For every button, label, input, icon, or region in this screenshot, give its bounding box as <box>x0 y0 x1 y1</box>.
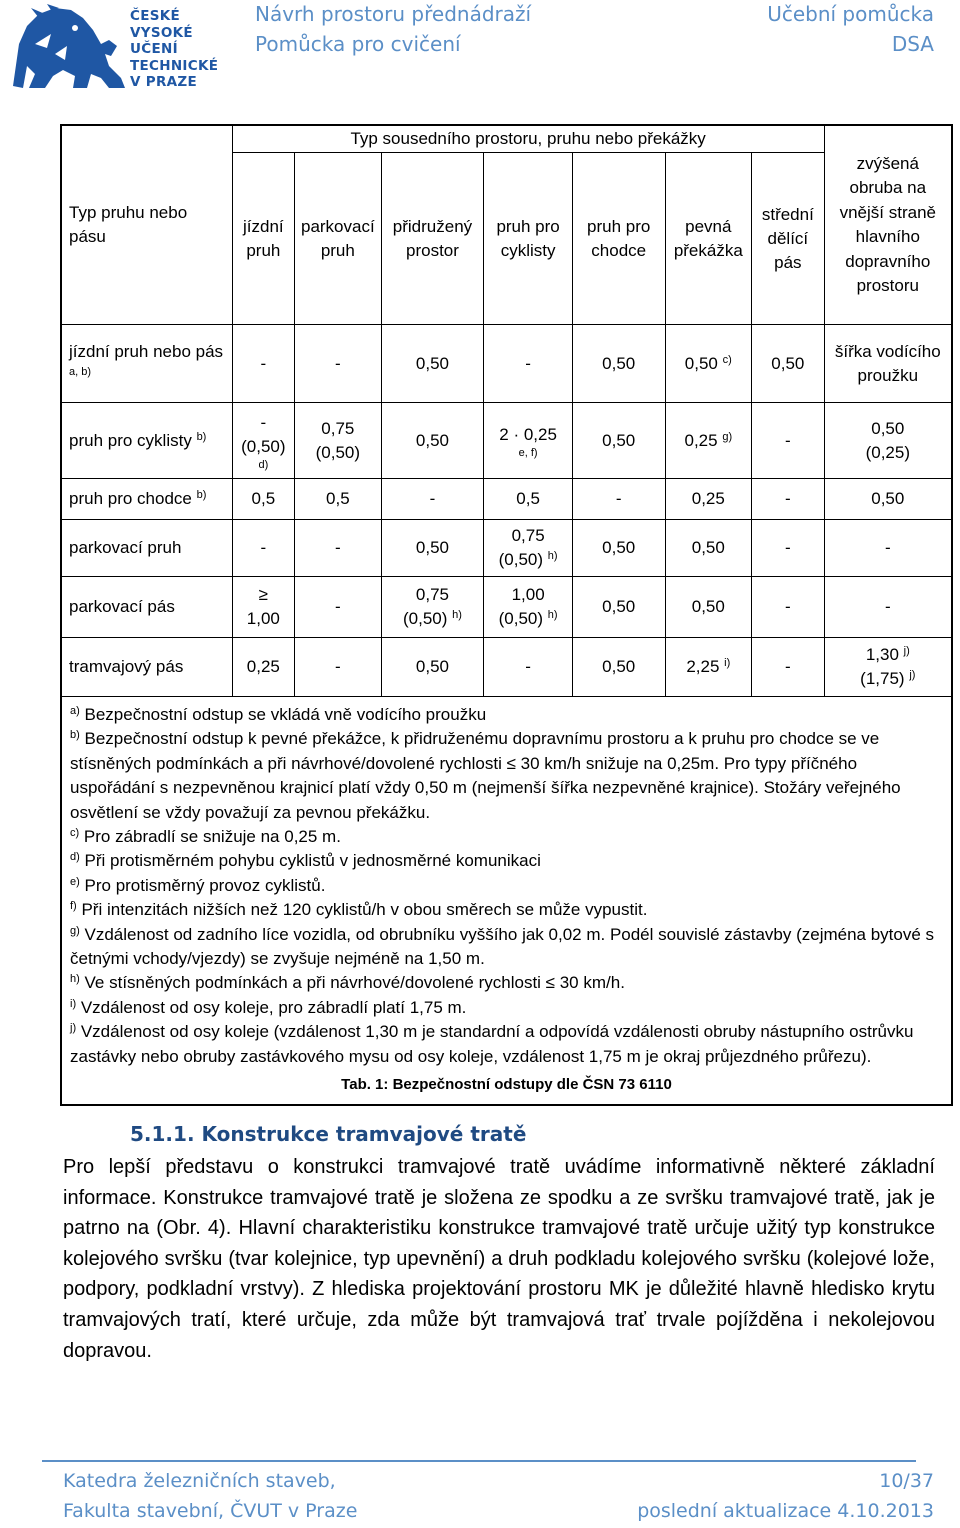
cell: 0,50 <box>572 403 665 479</box>
header-type-cell: Typ pruhu nebo pásu <box>69 203 188 246</box>
cell-value: (0,50) <box>241 436 286 456</box>
row-label: tramvajový pás <box>61 638 232 697</box>
cell <box>824 638 952 697</box>
safety-distance-table <box>60 124 953 1106</box>
cell: 0,5 <box>295 479 382 520</box>
cell: - <box>295 325 382 403</box>
footer-divider <box>42 1460 916 1462</box>
cell: 0,5 <box>484 479 573 520</box>
note-mark: e) <box>70 875 80 888</box>
cell-value: (0,50) <box>498 550 544 569</box>
cell <box>665 638 752 697</box>
cell <box>232 403 294 479</box>
table-row <box>61 403 952 479</box>
cell: - <box>484 638 573 697</box>
note-text: Vzdálenost od osy koleje (vzdálenost 1,30 m je standardní a odpovídá vzdálenosti obruby nástupního ostrůvku zastávky nebo obruby zastávkového mysu od osy koleje, vzdálenost 1,75 m je okraj průjezdného průřezu). <box>70 1022 914 1066</box>
section-paragraph: Pro lepší představu o konstrukci tramvajové tratě uvádíme informativně některé základní informace. Konstrukce tramvajové tratě je složena ze spodku a ze svršku tramvajové tratě, jak je patrno na (Obr. 4). Hlavní charakteristiku konstrukce tramvajové tratě určuje užitý typ konstrukce kolejového svršku (tvar kolejnice, typ upevnění) a druh podkladu kolejového svršku (kolejové lože, podpory, podkladní vrstvy). Z hlediska projektování prostoru MK je důležité hlavně hledisko krytu tramvajových tratí, které určuje, zda může být tramvajová trať trvale pojížděna i nekolejovou dopravou. <box>63 1156 935 1362</box>
cell: - <box>381 479 484 520</box>
cell <box>484 403 573 479</box>
cell-value: 1,30 <box>865 645 899 664</box>
cell: šířka vodícího proužku <box>824 325 952 403</box>
footnote-mark: b) <box>196 430 207 443</box>
row-label-text: pruh pro cyklisty <box>69 430 192 450</box>
footnote-mark: b) <box>196 489 207 501</box>
cell: - <box>295 638 382 697</box>
footnote-mark: g) <box>722 430 733 443</box>
cell: - <box>295 520 382 577</box>
footnote-mark: i) <box>724 657 731 669</box>
note-text: Bezpečnostní odstup k pevné překážce, k přidruženému dopravnímu prostoru a k pruhu pro chodce se ve stísněných podmínkách a při návrhové/dovolené rychlosti ≤ 30 km/h snižuje na 0,25m. Pro typy příčného uspořádání s nezpevněnou krajnicí platí vždy 0,50 m (nejmenší šířka nezpevněné krajnice). Stožáry veřejného osvětlení se vždy považují za pevnou překážku. <box>70 729 901 822</box>
cell-value: 1,00 <box>246 609 280 628</box>
row-label <box>61 479 232 520</box>
cell: 0,50 <box>381 638 484 697</box>
note-text: Pro protisměrný provoz cyklistů. <box>84 875 326 895</box>
header-right-subtitle: DSA <box>891 32 934 56</box>
header-right-title: Učební pomůcka <box>767 2 934 26</box>
header-col-2: parkovací pruh <box>295 153 382 325</box>
cell: 0,5 <box>232 479 294 520</box>
row-label: parkovací pruh <box>61 520 232 577</box>
cell: - <box>232 520 294 577</box>
notes-row <box>61 697 952 1105</box>
header-title: Návrh prostoru přednádraží <box>255 2 532 26</box>
note <box>70 923 943 972</box>
note-mark: f) <box>70 900 77 913</box>
footnote-mark: h) <box>452 609 462 621</box>
cell: 0,50 <box>665 520 752 577</box>
cell: 0,50 <box>381 520 484 577</box>
header-col-4: pruh pro cyklisty <box>484 153 573 325</box>
cell-value: (0,50) <box>315 442 361 462</box>
note <box>70 703 943 727</box>
footnote-mark: h) <box>547 550 558 562</box>
cell: 0,50 <box>572 520 665 577</box>
footnote-mark: d) <box>258 458 269 471</box>
cell-value: (0,50) <box>403 609 448 628</box>
page-header <box>0 0 960 90</box>
note-mark: a) <box>70 705 80 717</box>
note-mark: b) <box>70 729 80 742</box>
cell: 0,50 <box>572 638 665 697</box>
cell: - <box>752 479 824 520</box>
header-col-1: jízdní pruh <box>232 153 294 325</box>
cell-value: (0,25) <box>865 442 910 462</box>
cell <box>381 577 484 638</box>
cell <box>665 325 752 403</box>
cell-value: 2,25 <box>686 657 720 676</box>
footnote-mark: j) <box>909 669 916 681</box>
header-subtitle: Pomůcka pro cvičení <box>255 32 461 56</box>
table-row <box>61 577 952 638</box>
note-text: Vzdálenost od osy koleje, pro zábradlí platí 1,75 m. <box>80 997 467 1017</box>
footer-page-number: 10/37 <box>879 1470 934 1492</box>
table-header-row <box>61 125 952 153</box>
cell <box>484 520 573 577</box>
header-col-3: přidružený prostor <box>381 153 484 325</box>
table-row <box>61 520 952 577</box>
note <box>70 898 943 922</box>
cell: 0,50 <box>665 577 752 638</box>
footnote-mark: a, b) <box>69 365 92 378</box>
logo-line: TECHNICKÉ <box>130 57 219 74</box>
cell <box>484 577 573 638</box>
header-group-cell: Typ sousedního prostoru, pruhu nebo překážky <box>232 125 824 153</box>
cell-value: 0,25 <box>684 430 718 450</box>
note <box>70 971 943 995</box>
row-label-text: pruh pro chodce <box>69 489 192 508</box>
cell: 0,50 <box>824 479 952 520</box>
cell-value: 0,50 <box>684 353 718 373</box>
note-text: Ve stísněných podmínkách a při návrhové/dovolené rychlosti ≤ 30 km/h. <box>84 973 625 993</box>
cell: 0,25 <box>232 638 294 697</box>
note-text: Pro zábradlí se snižuje na 0,25 m. <box>83 827 341 847</box>
cell <box>824 403 952 479</box>
table-row <box>61 638 952 697</box>
cell <box>295 403 382 479</box>
cell: 0,50 <box>572 577 665 638</box>
cell <box>232 577 294 638</box>
logo-line: ČESKÉ <box>130 8 181 24</box>
header-col-8: zvýšená obruba na vnější straně hlavního dopravního prostoru <box>824 125 952 325</box>
header-col-7: střední dělící pás <box>752 153 824 325</box>
note-text: Při protisměrném pohybu cyklistů v jednosměrné komunikaci <box>84 851 541 871</box>
cell: - <box>752 638 824 697</box>
table-caption: Tab. 1: Bezpečnostní odstupy dle ČSN 73 6110 <box>341 1076 672 1094</box>
cell-value: 0,75 <box>511 526 545 545</box>
cell <box>665 403 752 479</box>
cell: - <box>752 403 824 479</box>
note-mark: i) <box>70 997 77 1010</box>
note <box>70 825 943 849</box>
cell: 0,50 <box>572 325 665 403</box>
cell-value: (0,50) <box>498 609 544 628</box>
table-row <box>61 325 952 403</box>
cell: 0,50 <box>381 403 484 479</box>
note <box>70 727 943 825</box>
footer-last-update: poslední aktualizace 4.10.2013 <box>637 1500 934 1522</box>
footnote-mark: h) <box>547 609 558 621</box>
cell: - <box>484 325 573 403</box>
row-label-text: jízdní pruh nebo pás <box>69 341 224 361</box>
note <box>70 1020 943 1069</box>
logo-line: UČENÍ <box>130 41 178 57</box>
note <box>70 849 943 873</box>
cell: 0,25 <box>665 479 752 520</box>
row-label <box>61 325 232 403</box>
cell-value: (1,75) <box>860 669 905 688</box>
cell-value: 0,75 <box>321 418 355 438</box>
table-notes <box>61 697 952 1105</box>
cell-value: 0,50 <box>871 418 905 438</box>
header-col-5: pruh pro chodce <box>572 153 665 325</box>
cell: - <box>752 520 824 577</box>
note-text: Bezpečnostní odstup se vkládá vně vodícího proužku <box>84 705 487 724</box>
footnote-mark: e, f) <box>518 446 538 459</box>
note <box>70 996 943 1020</box>
header-col-6: pevná překážka <box>665 153 752 325</box>
logo-line: VYSOKÉ <box>130 24 193 41</box>
cell: - <box>232 325 294 403</box>
footer-faculty: Fakulta stavební, ČVUT v Praze <box>63 1500 358 1522</box>
footnote-mark: c) <box>722 353 732 366</box>
note-mark: h) <box>70 973 80 986</box>
cell: - <box>824 520 952 577</box>
note-text: Vzdálenost od zadního líce vozidla, od obrubníku vyššího jak 0,02 m. Podél souvislé zástavby (zejména bytové s četnými vchody/vjezdy) se zvyšuje nejméně na 1,50 m. <box>70 924 935 969</box>
note-mark: c) <box>70 827 80 840</box>
footer-department: Katedra železničních staveb, <box>63 1470 336 1492</box>
row-label: parkovací pás <box>61 577 232 638</box>
cell: 0,50 <box>381 325 484 403</box>
note-text: Při intenzitách nižších než 120 cyklistů/h v obou směrech se může vypustit. <box>81 900 648 920</box>
note-mark: j) <box>70 1022 77 1035</box>
cell: - <box>752 577 824 638</box>
cell-value: 1,00 <box>511 585 545 604</box>
cell-value: ≥ <box>258 585 269 604</box>
note <box>70 874 943 898</box>
note-mark: g) <box>70 924 80 937</box>
cell: 0,50 <box>752 325 824 403</box>
cell-value: - <box>260 412 267 432</box>
cell: - <box>824 577 952 638</box>
cell-value: 0,75 <box>415 585 450 604</box>
footnote-mark: j) <box>903 645 910 657</box>
table-row <box>61 479 952 520</box>
logo-line: V PRAZE <box>130 74 197 90</box>
cell-value: 2 · 0,25 <box>499 424 557 444</box>
row-label <box>61 403 232 479</box>
note-mark: d) <box>70 851 80 864</box>
university-name <box>130 8 218 91</box>
cell: - <box>295 577 382 638</box>
section-heading: 5.1.1. Konstrukce tramvajové tratě <box>130 1122 527 1146</box>
cell: - <box>572 479 665 520</box>
